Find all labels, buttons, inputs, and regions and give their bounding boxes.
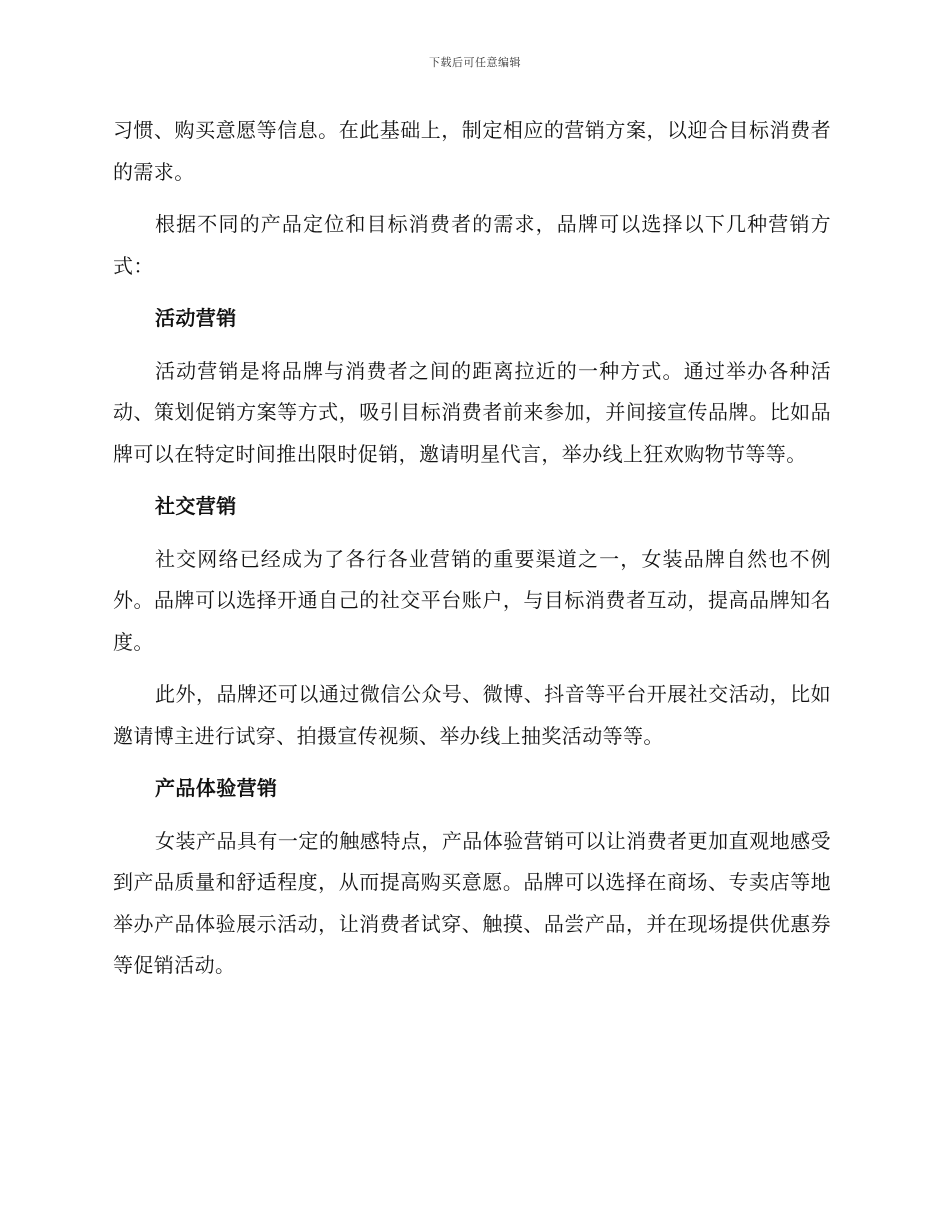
activity-marketing-paragraph: 活动营销是将品牌与消费者之间的距离拉近的一种方式。通过举办各种活动、策划促销方案等方式，吸引目标消费者前来参加，并间接宣传品牌。比如品牌可以在特定时间推出限时促销，邀请明星代言，举办线上狂欢购物节等等。 (113, 358, 831, 466)
intro-continued-paragraph: 习惯、购买意愿等信息。在此基础上，制定相应的营销方案，以迎合目标消费者的需求。 (113, 118, 831, 184)
section-heading-social-marketing: 社交营销 (155, 494, 237, 518)
product-experience-marketing-paragraph: 女装产品具有一定的触感特点，产品体验营销可以让消费者更加直观地感受到产品质量和舒适程度，从而提高购买意愿。品牌可以选择在商场、专卖店等地举办产品体验展示活动，让消费者试穿、触摸、品尝产品，并在现场提供优惠券等促销活动。 (113, 828, 831, 977)
running-header: 下载后可任意编辑 (429, 56, 521, 69)
intro-methods-paragraph: 根据不同的产品定位和目标消费者的需求，品牌可以选择以下几种营销方式： (113, 212, 831, 278)
social-marketing-paragraph-2: 此外，品牌还可以通过微信公众号、微博、抖音等平台开展社交活动，比如邀请博主进行试穿、拍摄宣传视频、举办线上抽奖活动等等。 (113, 682, 831, 748)
social-marketing-paragraph-1: 社交网络已经成为了各行各业营销的重要渠道之一，女装品牌自然也不例外。品牌可以选择开通自己的社交平台账户，与目标消费者互动，提高品牌知名度。 (113, 546, 831, 654)
section-heading-product-experience-marketing: 产品体验营销 (155, 776, 278, 800)
document-body (113, 110, 831, 987)
section-heading-activity-marketing: 活动营销 (155, 306, 237, 330)
